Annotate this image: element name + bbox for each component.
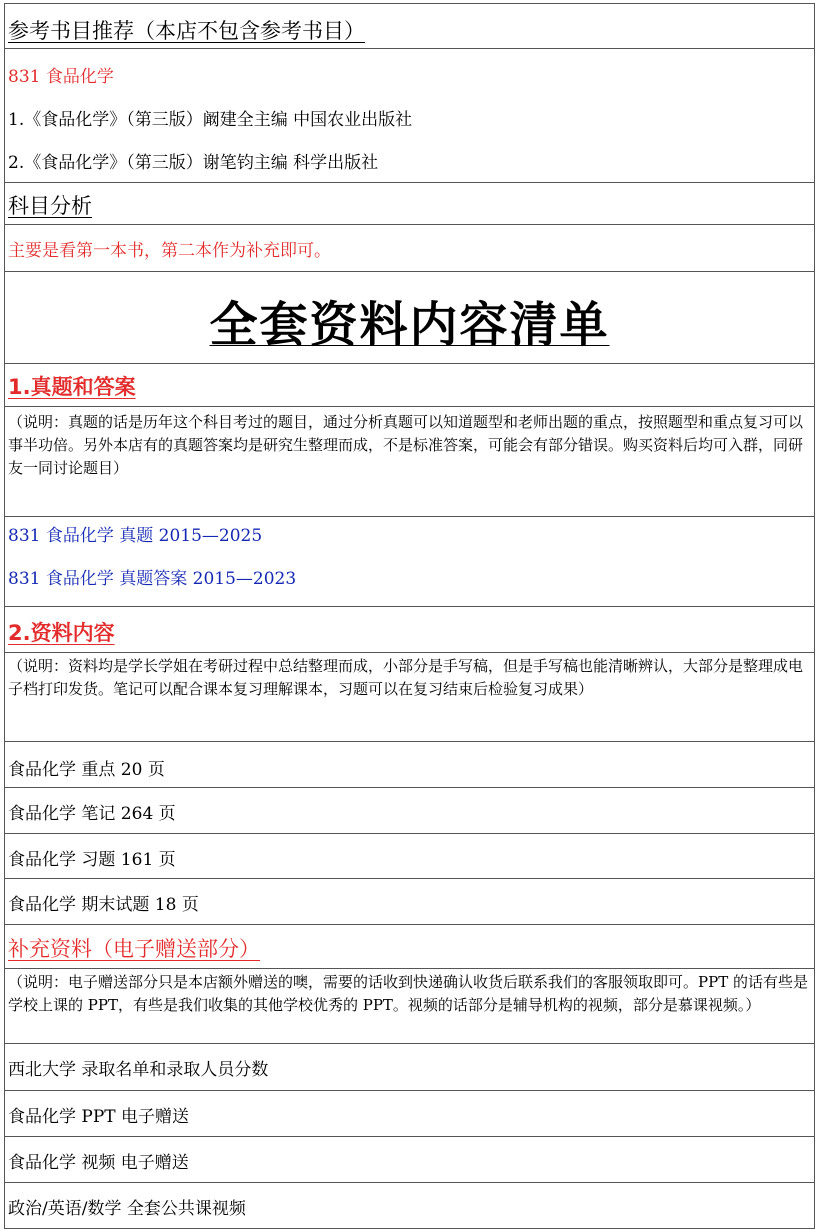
page-title: 全套资料内容清单 (209, 297, 610, 353)
section3-note: （说明：电子赠送部分只是本店额外赠送的噢，需要的话收到快递确认收货后联系我们的客服领取即可。PPT 的话有些是学校上课的 PPT，有些是我们收集的其他学校优秀的 PPT。视频的话部分是辅导机构的视频，部分是慕课视频。） (8, 973, 808, 1014)
section1-heading-row (4, 364, 815, 407)
books-heading: 参考书目推荐（本店不包含参考书目） (8, 19, 365, 43)
document-table (4, 3, 815, 1229)
extra-item-4: 政治/英语/数学 全套公共课视频 (8, 1199, 246, 1219)
analysis-heading: 科目分析 (8, 194, 92, 218)
section3-note-row (4, 969, 815, 1044)
extra-row-3 (4, 1137, 815, 1183)
material-item-1: 食品化学 重点 20 页 (8, 760, 165, 780)
section3-heading-row (4, 925, 815, 969)
book-item-1: 1.《食品化学》（第三版）阚建全主编 中国农业出版社 (8, 110, 413, 130)
extra-row-2 (4, 1091, 815, 1137)
title-row (4, 272, 815, 364)
material-item-2: 食品化学 笔记 264 页 (8, 804, 176, 824)
material-row-1 (4, 742, 815, 788)
section2-note: （说明：资料均是学长学姐在考研过程中总结整理而成，小部分是手写稿，但是手写稿也能清晰辨认，大部分是整理成电子档打印发货。笔记可以配合课本复习理解课本，习题可以在复习结束后检验复习成果） (8, 657, 804, 698)
extra-item-2: 食品化学 PPT 电子赠送 (8, 1107, 190, 1127)
section1-heading: 1.真题和答案 (8, 375, 136, 399)
extra-item-1: 西北大学 录取名单和录取人员分数 (8, 1060, 269, 1080)
subject-label: 831 食品化学 (8, 67, 114, 87)
extra-row-1 (4, 1044, 815, 1091)
section3-heading: 补充资料（电子赠送部分） (8, 937, 260, 961)
material-row-3 (4, 834, 815, 879)
section1-note: （说明：真题的话是历年这个科目考过的题目，通过分析真题可以知道题型和老师出题的重点，按照题型和重点复习可以事半功倍。另外本店有的真题答案均是研究生整理而成，不是标准答案，可能会有部分错误。购买资料后均可入群，同研友一同讨论题目） (8, 413, 804, 477)
section2-heading: 2.资料内容 (8, 621, 115, 645)
section2-note-row (4, 653, 815, 742)
analysis-heading-row (4, 183, 815, 225)
material-item-3: 食品化学 习题 161 页 (8, 850, 176, 870)
books-heading-row (4, 3, 815, 49)
extra-item-3: 食品化学 视频 电子赠送 (8, 1153, 189, 1173)
section1-note-row (4, 407, 815, 517)
books-list-row (4, 49, 815, 183)
extra-row-4 (4, 1183, 815, 1229)
book-item-2: 2.《食品化学》（第三版）谢笔钧主编 科学出版社 (8, 153, 379, 173)
material-row-4 (4, 879, 815, 925)
material-row-2 (4, 788, 815, 834)
analysis-text: 主要是看第一本书，第二本作为补充即可。 (8, 241, 331, 261)
exam-item-1: 831 食品化学 真题 2015—2025 (8, 526, 263, 546)
material-item-4: 食品化学 期末试题 18 页 (8, 895, 199, 915)
section2-heading-row (4, 607, 815, 653)
analysis-text-row (4, 225, 815, 272)
exam-item-2: 831 食品化学 真题答案 2015—2023 (8, 569, 297, 589)
section1-items-row (4, 517, 815, 607)
